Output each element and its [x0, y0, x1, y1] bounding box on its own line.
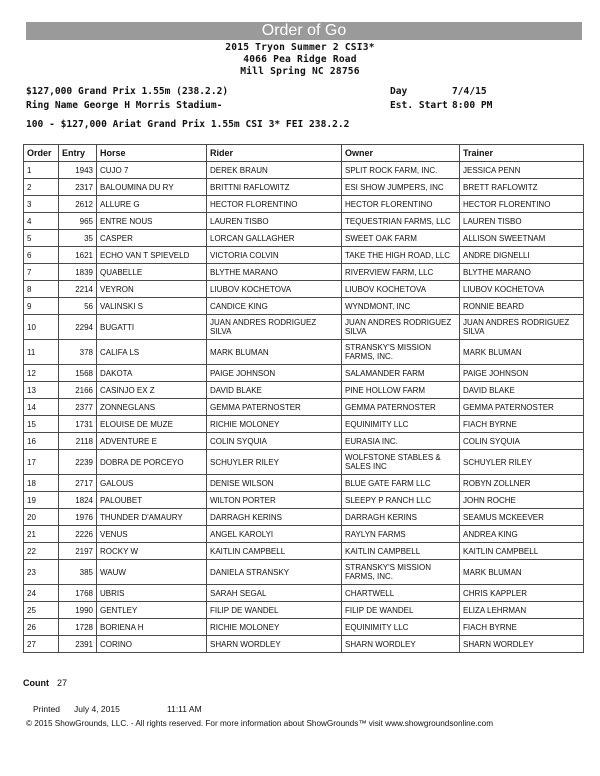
column-header-owner: Owner	[342, 145, 460, 162]
owner-cell: DARRAGH KERINS	[342, 509, 460, 526]
order-cell: 15	[24, 416, 59, 433]
table-row	[24, 636, 584, 653]
table-row	[24, 543, 584, 560]
printed-date: July 4, 2015	[74, 704, 120, 714]
table-row	[24, 416, 584, 433]
order-cell: 24	[24, 585, 59, 602]
entry-cell: 2239	[59, 450, 97, 475]
trainer-cell: CHRIS KAPPLER	[460, 585, 584, 602]
entry-cell: 2377	[59, 399, 97, 416]
entry-cell: 2391	[59, 636, 97, 653]
trainer-cell: ANDREA KING	[460, 526, 584, 543]
entry-cell: 1943	[59, 162, 97, 179]
entry-cell: 1824	[59, 492, 97, 509]
table-row	[24, 196, 584, 213]
table-row	[24, 526, 584, 543]
event-city: Mill Spring NC 28756	[240, 66, 360, 77]
class-name: $127,000 Grand Prix 1.55m (238.2.2)	[26, 86, 229, 97]
owner-cell: EQUINIMITY LLC	[342, 416, 460, 433]
order-cell: 23	[24, 560, 59, 585]
trainer-cell: DAVID BLAKE	[460, 382, 584, 399]
rider-cell: RICHIE MOLONEY	[207, 416, 342, 433]
table-row	[24, 213, 584, 230]
entry-cell: 2214	[59, 281, 97, 298]
owner-cell: SLEEPY P RANCH LLC	[342, 492, 460, 509]
trainer-cell: BRETT RAFLOWITZ	[460, 179, 584, 196]
horse-cell: ALLURE G	[97, 196, 207, 213]
rider-cell: CANDICE KING	[207, 298, 342, 315]
table-row	[24, 230, 584, 247]
trainer-cell: MARK BLUMAN	[460, 340, 584, 365]
table-row	[24, 492, 584, 509]
day-label: Day	[390, 86, 408, 97]
page-title: Order of Go	[26, 22, 582, 40]
trainer-cell: JOHN ROCHE	[460, 492, 584, 509]
horse-cell: ECHO VAN T SPIEVELD	[97, 247, 207, 264]
trainer-cell: SHARN WORDLEY	[460, 636, 584, 653]
order-cell: 17	[24, 450, 59, 475]
horse-cell: UBRIS	[97, 585, 207, 602]
horse-cell: WAUW	[97, 560, 207, 585]
owner-cell: SALAMANDER FARM	[342, 365, 460, 382]
owner-cell: EQUINIMITY LLC	[342, 619, 460, 636]
rider-cell: BRITTNI RAFLOWITZ	[207, 179, 342, 196]
rider-cell: DARRAGH KERINS	[207, 509, 342, 526]
table-row	[24, 399, 584, 416]
owner-cell: JUAN ANDRES RODRIGUEZ SILVA	[342, 315, 460, 340]
table-row	[24, 162, 584, 179]
rider-cell: KAITLIN CAMPBELL	[207, 543, 342, 560]
order-cell: 9	[24, 298, 59, 315]
class-description: 100 - $127,000 Ariat Grand Prix 1.55m CSI 3* FEI 238.2.2	[26, 119, 350, 130]
table-row	[24, 365, 584, 382]
horse-cell: VENUS	[97, 526, 207, 543]
horse-cell: VEYRON	[97, 281, 207, 298]
owner-cell: CHARTWELL	[342, 585, 460, 602]
trainer-cell: COLIN SYQUIA	[460, 433, 584, 450]
owner-cell: TAKE THE HIGH ROAD, LLC	[342, 247, 460, 264]
trainer-cell: MARK BLUMAN	[460, 560, 584, 585]
entry-cell: 1568	[59, 365, 97, 382]
horse-cell: ADVENTURE E	[97, 433, 207, 450]
horse-cell: DAKOTA	[97, 365, 207, 382]
copyright-footer: © 2015 ShowGrounds, LLC. - All rights reserved. For more information about ShowGrounds™ visit www.showgroundsonline.com	[26, 719, 494, 728]
trainer-cell: BLYTHE MARANO	[460, 264, 584, 281]
rider-cell: DEREK BRAUN	[207, 162, 342, 179]
owner-cell: BLUE GATE FARM LLC	[342, 475, 460, 492]
horse-cell: ELOUISE DE MUZE	[97, 416, 207, 433]
column-header-entry: Entry	[59, 145, 97, 162]
order-cell: 26	[24, 619, 59, 636]
table-row	[24, 340, 584, 365]
day-value: 7/4/15	[452, 86, 487, 97]
table-row	[24, 315, 584, 340]
table-row	[24, 298, 584, 315]
owner-cell: TEQUESTRIAN FARMS, LLC	[342, 213, 460, 230]
order-cell: 21	[24, 526, 59, 543]
rider-cell: FILIP DE WANDEL	[207, 602, 342, 619]
order-cell: 14	[24, 399, 59, 416]
table-row	[24, 433, 584, 450]
horse-cell: QUABELLE	[97, 264, 207, 281]
entry-cell: 2166	[59, 382, 97, 399]
order-cell: 13	[24, 382, 59, 399]
order-cell: 6	[24, 247, 59, 264]
trainer-cell: ALLISON SWEETNAM	[460, 230, 584, 247]
order-cell: 20	[24, 509, 59, 526]
rider-cell: ANGEL KAROLYI	[207, 526, 342, 543]
rider-cell: SCHUYLER RILEY	[207, 450, 342, 475]
horse-cell: ENTRE NOUS	[97, 213, 207, 230]
rider-cell: VICTORIA COLVIN	[207, 247, 342, 264]
order-cell: 3	[24, 196, 59, 213]
entry-cell: 1621	[59, 247, 97, 264]
owner-cell: STRANSKY'S MISSION FARMS, INC.	[342, 560, 460, 585]
horse-cell: BALOUMINA DU RY	[97, 179, 207, 196]
horse-cell: CORINO	[97, 636, 207, 653]
order-cell: 4	[24, 213, 59, 230]
trainer-cell: ELIZA LEHRMAN	[460, 602, 584, 619]
ring-name: Ring Name George H Morris Stadium-	[26, 100, 223, 111]
entry-cell: 965	[59, 213, 97, 230]
trainer-cell: LAUREN TISBO	[460, 213, 584, 230]
est-start-value: 8:00 PM	[452, 100, 493, 111]
order-cell: 18	[24, 475, 59, 492]
table-row	[24, 179, 584, 196]
rider-cell: SHARN WORDLEY	[207, 636, 342, 653]
order-of-go-table	[23, 144, 584, 653]
order-cell: 1	[24, 162, 59, 179]
column-header-trainer: Trainer	[460, 145, 584, 162]
horse-cell: CASINJO EX Z	[97, 382, 207, 399]
owner-cell: HECTOR FLORENTINO	[342, 196, 460, 213]
order-cell: 10	[24, 315, 59, 340]
rider-cell: LORCAN GALLAGHER	[207, 230, 342, 247]
owner-cell: PINE HOLLOW FARM	[342, 382, 460, 399]
trainer-cell: SEAMUS MCKEEVER	[460, 509, 584, 526]
order-cell: 12	[24, 365, 59, 382]
entry-cell: 35	[59, 230, 97, 247]
rider-cell: DAVID BLAKE	[207, 382, 342, 399]
order-cell: 2	[24, 179, 59, 196]
owner-cell: RAYLYN FARMS	[342, 526, 460, 543]
trainer-cell: PAIGE JOHNSON	[460, 365, 584, 382]
rider-cell: RICHIE MOLONEY	[207, 619, 342, 636]
horse-cell: ROCKY W	[97, 543, 207, 560]
order-cell: 27	[24, 636, 59, 653]
order-cell: 7	[24, 264, 59, 281]
trainer-cell: HECTOR FLORENTINO	[460, 196, 584, 213]
horse-cell: CASPER	[97, 230, 207, 247]
rider-cell: PAIGE JOHNSON	[207, 365, 342, 382]
entry-cell: 2717	[59, 475, 97, 492]
rider-cell: BLYTHE MARANO	[207, 264, 342, 281]
trainer-cell: JESSICA PENN	[460, 162, 584, 179]
event-name: 2015 Tryon Summer 2 CSI3*	[225, 42, 375, 53]
owner-cell: FILIP DE WANDEL	[342, 602, 460, 619]
entry-cell: 2118	[59, 433, 97, 450]
horse-cell: BORIENA H	[97, 619, 207, 636]
count-value: 27	[57, 678, 68, 688]
table-row	[24, 560, 584, 585]
entry-cell: 1728	[59, 619, 97, 636]
entry-cell: 2226	[59, 526, 97, 543]
trainer-cell: FIACH BYRNE	[460, 619, 584, 636]
entry-cell: 1731	[59, 416, 97, 433]
table-row	[24, 475, 584, 492]
rider-cell: JUAN ANDRES RODRIGUEZ SILVA	[207, 315, 342, 340]
trainer-cell: RONNIE BEARD	[460, 298, 584, 315]
owner-cell: KAITLIN CAMPBELL	[342, 543, 460, 560]
entry-cell: 2612	[59, 196, 97, 213]
owner-cell: GEMMA PATERNOSTER	[342, 399, 460, 416]
entry-cell: 1768	[59, 585, 97, 602]
printed-label: Printed	[33, 704, 60, 714]
order-cell: 8	[24, 281, 59, 298]
owner-cell: RIVERVIEW FARM, LLC	[342, 264, 460, 281]
rider-cell: MARK BLUMAN	[207, 340, 342, 365]
entry-cell: 378	[59, 340, 97, 365]
table-row	[24, 585, 584, 602]
entry-cell: 1990	[59, 602, 97, 619]
rider-cell: WILTON PORTER	[207, 492, 342, 509]
entry-cell: 56	[59, 298, 97, 315]
horse-cell: GALOUS	[97, 475, 207, 492]
trainer-cell: ROBYN ZOLLNER	[460, 475, 584, 492]
order-cell: 19	[24, 492, 59, 509]
owner-cell: SHARN WORDLEY	[342, 636, 460, 653]
column-header-order: Order	[24, 145, 59, 162]
table-row	[24, 619, 584, 636]
horse-cell: DOBRA DE PORCEYO	[97, 450, 207, 475]
owner-cell: WOLFSTONE STABLES & SALES INC	[342, 450, 460, 475]
rider-cell: LAUREN TISBO	[207, 213, 342, 230]
printed-time: 11:11 AM	[167, 704, 202, 714]
column-header-horse: Horse	[97, 145, 207, 162]
order-cell: 16	[24, 433, 59, 450]
order-cell: 11	[24, 340, 59, 365]
rider-cell: DENISE WILSON	[207, 475, 342, 492]
column-header-rider: Rider	[207, 145, 342, 162]
rider-cell: COLIN SYQUIA	[207, 433, 342, 450]
owner-cell: STRANSKY'S MISSION FARMS, INC.	[342, 340, 460, 365]
order-cell: 25	[24, 602, 59, 619]
rider-cell: LIUBOV KOCHETOVA	[207, 281, 342, 298]
entry-cell: 2197	[59, 543, 97, 560]
horse-cell: PALOUBET	[97, 492, 207, 509]
table-row	[24, 602, 584, 619]
horse-cell: ZONNEGLANS	[97, 399, 207, 416]
rider-cell: GEMMA PATERNOSTER	[207, 399, 342, 416]
entry-cell: 2294	[59, 315, 97, 340]
owner-cell: SPLIT ROCK FARM, INC.	[342, 162, 460, 179]
trainer-cell: FIACH BYRNE	[460, 416, 584, 433]
entry-cell: 1839	[59, 264, 97, 281]
horse-cell: CALIFA LS	[97, 340, 207, 365]
trainer-cell: JUAN ANDRES RODRIGUEZ SILVA	[460, 315, 584, 340]
trainer-cell: GEMMA PATERNOSTER	[460, 399, 584, 416]
horse-cell: CUJO 7	[97, 162, 207, 179]
trainer-cell: ANDRE DIGNELLI	[460, 247, 584, 264]
rider-cell: SARAH SEGAL	[207, 585, 342, 602]
entry-cell: 385	[59, 560, 97, 585]
rider-cell: DANIELA STRANSKY	[207, 560, 342, 585]
order-cell: 22	[24, 543, 59, 560]
table-row	[24, 247, 584, 264]
table-row	[24, 382, 584, 399]
event-address: 4066 Pea Ridge Road	[243, 54, 357, 65]
trainer-cell: SCHUYLER RILEY	[460, 450, 584, 475]
rider-cell: HECTOR FLORENTINO	[207, 196, 342, 213]
owner-cell: SWEET OAK FARM	[342, 230, 460, 247]
entry-cell: 1976	[59, 509, 97, 526]
owner-cell: ESI SHOW JUMPERS, INC	[342, 179, 460, 196]
owner-cell: EURASIA INC.	[342, 433, 460, 450]
horse-cell: BUGATTI	[97, 315, 207, 340]
owner-cell: LIUBOV KOCHETOVA	[342, 281, 460, 298]
trainer-cell: KAITLIN CAMPBELL	[460, 543, 584, 560]
table-header-row	[24, 145, 584, 162]
trainer-cell: LIUBOV KOCHETOVA	[460, 281, 584, 298]
table-row	[24, 450, 584, 475]
horse-cell: GENTLEY	[97, 602, 207, 619]
table-row	[24, 281, 584, 298]
horse-cell: THUNDER D'AMAURY	[97, 509, 207, 526]
table-row	[24, 509, 584, 526]
table-row	[24, 264, 584, 281]
est-start-label: Est. Start	[390, 100, 448, 111]
horse-cell: VALINSKI S	[97, 298, 207, 315]
order-cell: 5	[24, 230, 59, 247]
owner-cell: WYNDMONT, INC	[342, 298, 460, 315]
entry-cell: 2317	[59, 179, 97, 196]
count-label: Count	[23, 678, 49, 688]
